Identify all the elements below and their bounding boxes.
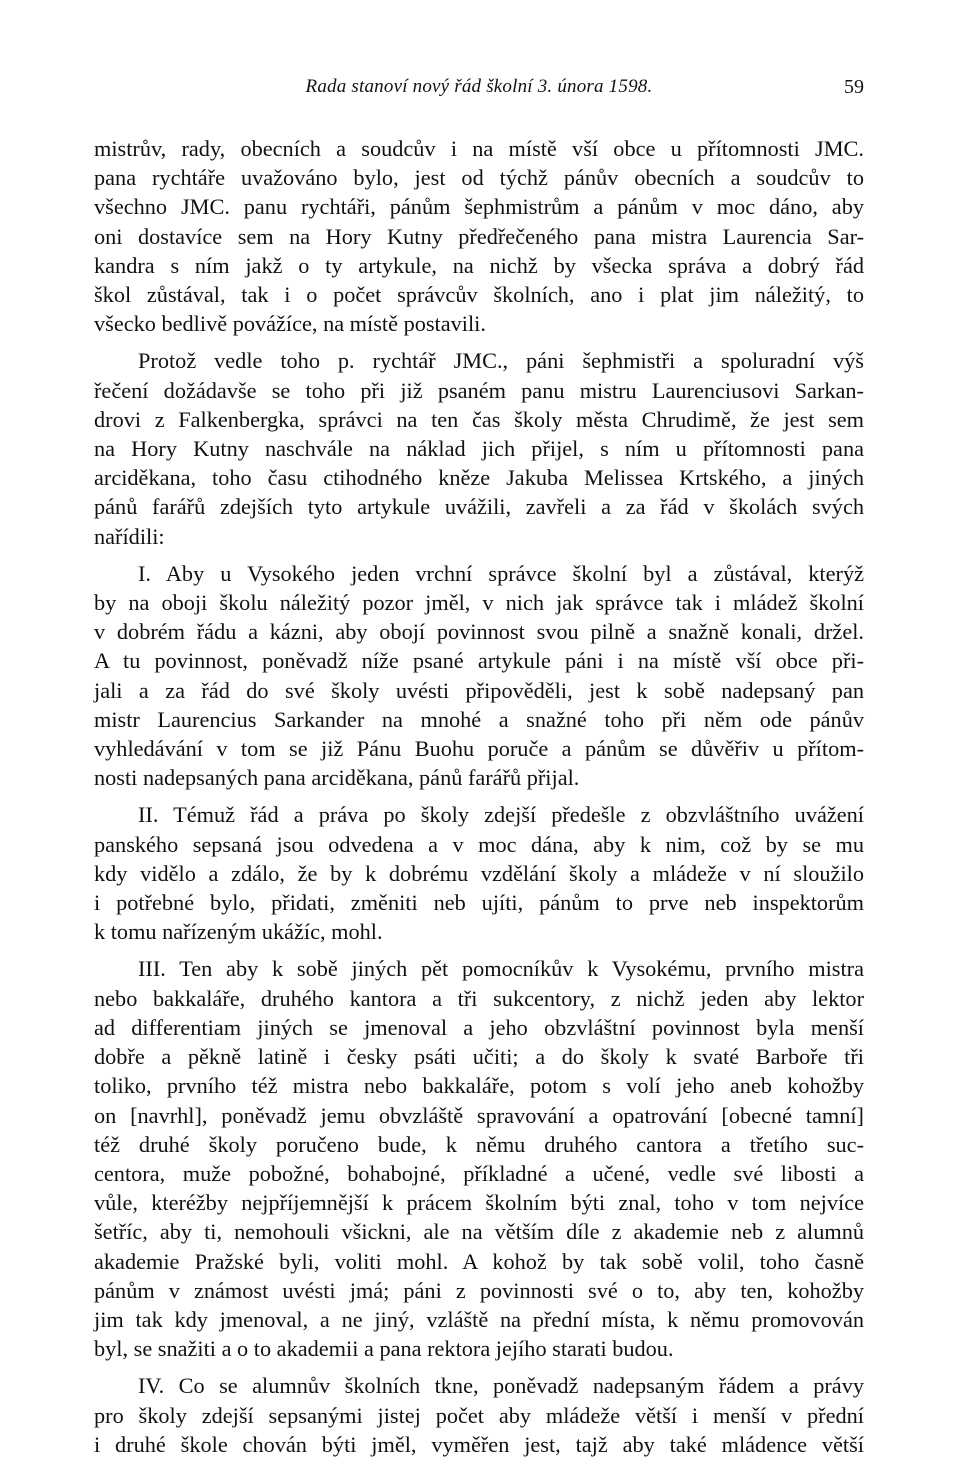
body-text (94, 134, 864, 1459)
text-line: k tomu nařízeným ukážíc, mohl. (94, 919, 383, 945)
text-line: mistrův, rady, obecních a soudcův i na místě vší obce u přítomnosti JMC. (94, 136, 864, 161)
text-line: drovi z Falkenbergka, správci na ten čas školy města Chrudimě, že jest sem (94, 406, 864, 432)
text-line: A tu povinnost, poněvadž níže psané artykule páni i na místě vší obce při- (94, 648, 864, 674)
text-line: v dobrém řádu a kázni, aby obojí povinnost svou pilně a snažně konali, držel. (94, 619, 864, 645)
text-line: dobře a pěkně latině i česky psáti učiti; a do školy k svaté Barboře tři (94, 1044, 864, 1070)
text-line: mistr Laurencius Sarkander na mnohé a snažné toho při něm ode pánův (94, 706, 864, 732)
text-line: všechno JMC. panu rychtáři, pánům šephmistrům a pánům v moc dáno, aby (94, 194, 864, 220)
text-line: i potřebné bylo, přidati, změniti neb ujíti, pánům to prve neb inspektorům (94, 890, 864, 916)
text-line: III. Ten aby k sobě jiných pět pomocníkův k Vysokému, prvního mistra (138, 956, 864, 982)
text-line: řečení dožádavše se toho při již psaném panu mistru Laurenciusovi Sarkan- (94, 377, 864, 403)
text-line: oni dostavíce sem na Hory Kutny předřečeného pana mistra Laurencia Sar- (94, 223, 864, 249)
text-line: pánům v známost uvésti jmá; páni z povinnosti své o to, aby ten, kohožby (94, 1277, 864, 1303)
text-line: vůle, kteréžby nejpříjemnější k prácem školním býti znal, toho v tom nejvíce (94, 1190, 864, 1216)
paragraph (94, 1371, 864, 1459)
text-line: i druhé škole chován býti jměl, vyměřen jest, tajž aby také mládence větší (94, 1431, 864, 1457)
text-line: akademie Pražské byli, voliti mohl. A kohož by tak sobě volil, toho časně (94, 1248, 864, 1274)
text-line: škol zůstával, tak i o počet správcův školních, ano i plat jim náležitý, to (94, 282, 864, 308)
text-line: nařídili: (94, 523, 165, 549)
text-line: II. Témuž řád a práva po školy zdejší předešle z obzvláštního uvážení (138, 802, 864, 828)
text-line: arciděkana, toho času ctihodného kněze Jakuba Melissea Krtského, a jiných (94, 465, 864, 491)
text-line: ad differentiam jiných se jmenoval a jeho obzvláštní povinnost byla menší (94, 1014, 864, 1040)
paragraph (94, 800, 864, 946)
text-line: kandra s ním jakž o ty artykule, na nichž by všecka správa a dobrý řád (94, 252, 864, 278)
paragraph (94, 559, 864, 793)
text-line: on [navrhl], poněvadž jemu obvzláště spravování a opatrování [obecné tamní] (94, 1102, 864, 1128)
text-line: nosti nadepsaných pana arciděkana, pánů farářů přijal. (94, 765, 580, 791)
text-line: IV. Co se alumnův školních tkne, poněvadž nadepsaným řádem a právy (138, 1373, 864, 1399)
page-header (94, 76, 864, 106)
paragraph (94, 134, 864, 338)
text-line: centora, muže pobožné, bohabojné, příkladné a učené, vedle své libosti a (94, 1160, 864, 1186)
text-line: toliko, prvního též mistra nebo bakkaláře, potom s volí jeho aneb kohožby (94, 1073, 864, 1099)
page-number: 59 (844, 76, 864, 98)
text-line: byl, se snažiti a o to akademii a pana rektora jejího starati budou. (94, 1336, 674, 1362)
text-line: pánů farářů zdejších tyto artykule uvážili, zavřeli a za řád v školách svých (94, 494, 864, 520)
text-line: jim tak kdy jmenoval, a ne jiný, vzláště na přední místa, k němu promovován (94, 1306, 864, 1332)
text-line: všecko bedlivě povážíce, na místě postavili. (94, 311, 486, 337)
text-line: kdy vidělo a zdálo, že by k dobrému vzdělání školy a mládeže v ní sloužilo (94, 860, 864, 886)
paragraph (94, 954, 864, 1363)
text-line: vyhledávání v tom se již Pánu Buohu poruče a pánům se důvěřiv u přítom- (94, 736, 864, 762)
text-line: panského sepsaná jsou odvedena a v moc dána, aby k nim, což by se mu (94, 831, 864, 857)
paragraph (94, 346, 864, 550)
text-line: na Hory Kutny naschvále na náklad jich přijel, s ním u přítomnosti pana (94, 436, 864, 462)
text-line: šetříc, aby ti, nemohouli všickni, ale na větším díle z akademie neb z alumnů (94, 1219, 864, 1245)
text-line: Protož vedle toho p. rychtář JMC., páni šephmistři a spoluradní výš (138, 348, 864, 374)
text-line: pro školy zdejší sepsanými jistej počet aby mládeže větší i menší v přední (94, 1402, 864, 1428)
text-line: též druhé školy poručeno bude, k němu druhého cantora a třetího suc- (94, 1131, 864, 1157)
text-line: nebo bakkaláře, druhého kantora a tři sukcentory, z nichž jeden aby lektor (94, 985, 864, 1011)
text-line: by na oboji školu náležitý pozor jměl, v nich jak správce tak i mládež školní (94, 590, 864, 616)
text-line: I. Aby u Vysokého jeden vrchní správce školní byl a zůstával, kterýž (138, 560, 864, 586)
text-line: jali a za řád do své školy uvésti připověděli, jest k sobě nadepsaný pan (94, 677, 864, 703)
running-title: Rada stanoví nový řád školní 3. února 1598. (305, 76, 653, 97)
text-line: pana rychtáře uvažováno bylo, jest od týchž pánův obecních a soudcův to (94, 165, 864, 191)
